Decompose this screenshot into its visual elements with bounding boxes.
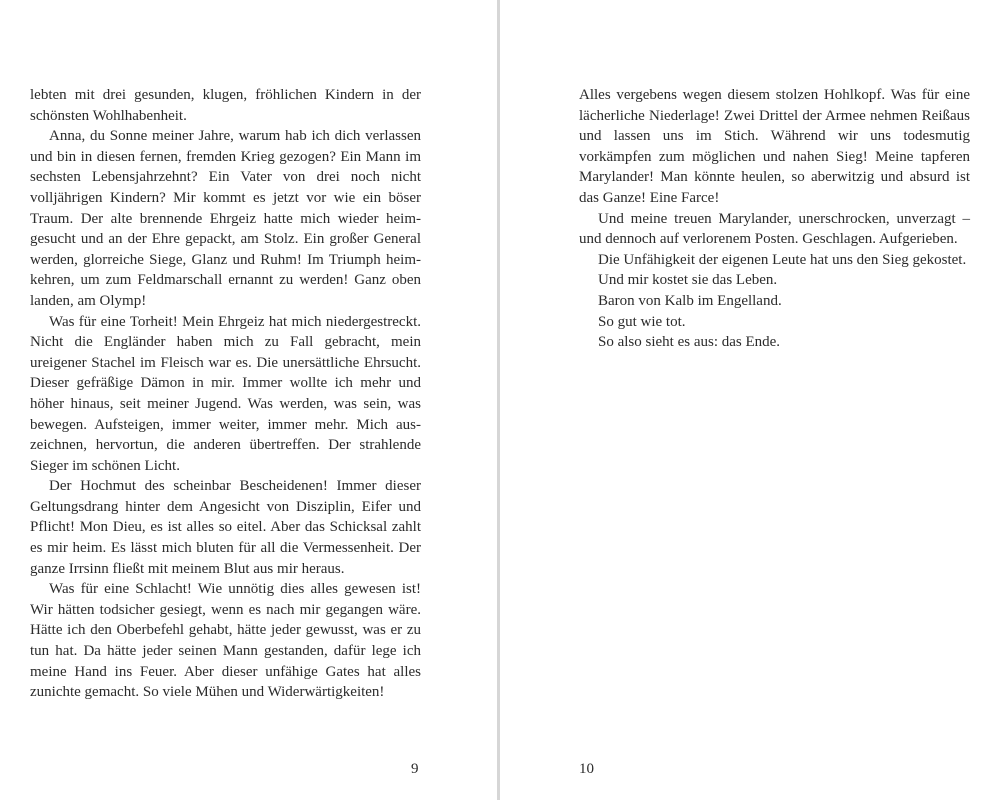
- paragraph: lebten mit drei gesunden, klugen, fröhlichen Kindern in der schönsten Wohlhabenheit.: [30, 87, 421, 124]
- paragraph: Die Unfähigkeit der eigenen Leute hat uns den Sieg gekostet.: [598, 251, 967, 268]
- paragraph: Der Hochmut des scheinbar Bescheidenen! Immer dieser Geltungsdrang hinter dem Angesicht von Disziplin, Eifer und Pflicht! Mon Dieu, es ist alles so eitel. Aber das Schicksal zahlt es mir heim. Es lässt mich bluten für all die Vermessenheit. Der ganze Irrsinn fließt mit meinem Blut aus mir heraus.: [30, 478, 421, 577]
- left-page-text: [30, 85, 421, 703]
- paragraph: Baron von Kalb im Engelland.: [598, 292, 782, 309]
- paragraph: Und meine treuen Marylander, unerschrocken, unverzagt – und dennoch auf verlorenem Posten. Geschlagen. Aufgerieben.: [579, 210, 970, 248]
- paragraph: So also sieht es aus: das Ende.: [598, 334, 781, 351]
- page-number: 10: [579, 761, 594, 777]
- paragraph: Anna, du Sonne meiner Jahre, warum hab ich dich verlassen und bin in diesen fernen, fremden Krieg gezogen? Ein Mann im sechsten Lebensjahrzehnt? Ein Vater von drei noch nicht volljährigen Kindern? Mir kommt es jetzt vor wie ein böser Traum. Der alte brennende Ehrgeiz hatte mich wieder heimgesucht und an der Ehre gepackt, am Stolz. Ein großer General werden, glorreiche Siege, Glanz und Ruhm! Im Triumph heimkehren, um zum Feldmarschall ernannt zu werden! Ganz oben landen, am Olymp!: [30, 128, 421, 309]
- paragraph: Was für eine Torheit! Mein Ehrgeiz hat mich niedergestreckt. Nicht die Engländer haben mich zu Fall gebracht, mein ureigener Stachel im Fleisch war es. Die unersättliche Ehrsucht. Dieser gefräßige Dämon in mir. Immer wollte ich mehr und höher hinaus, seit meiner Jugend. Was werden, was sein, was bewegen. Aufsteigen, immer weiter, immer mehr. Mich auszeichnen, hervortun, die anderen übertreffen. Der strahlende Sieger im schönen Licht.: [30, 313, 421, 474]
- paragraph: Und mir kostet sie das Leben.: [598, 272, 778, 289]
- right-page-text: [579, 85, 970, 353]
- right-page: [500, 0, 1000, 800]
- paragraph: So gut wie tot.: [598, 313, 686, 330]
- page-number: 9: [411, 761, 419, 777]
- paragraph: Alles vergebens wegen diesem stolzen Hohlkopf. Was für eine lächerliche Niederlage! Zwei Drittel der Armee nehmen Reißaus und lassen uns im Stich. Während wir uns todesmutig vorkämpfen zum möglichen und nahen Sieg! Meine tapferen Marylander! Man könnte heulen, so aberwitzig und absurd ist das Ganze! Eine Farce!: [579, 87, 970, 206]
- paragraph: Was für eine Schlacht! Wie unnötig dies alles gewesen ist! Wir hätten todsicher gesiegt, wenn es nach mir gegangen wäre. Hätte ich den Oberbefehl gehabt, hätte jeder gewusst, was er zu tun hat. Da hätte jeder seinen Mann gestanden, dafür lege ich meine Hand ins Feuer. Aber dieser unfähige Gates hat alles zunichte gemacht. So viele Mühen und Widerwärtigkeiten!: [30, 581, 421, 701]
